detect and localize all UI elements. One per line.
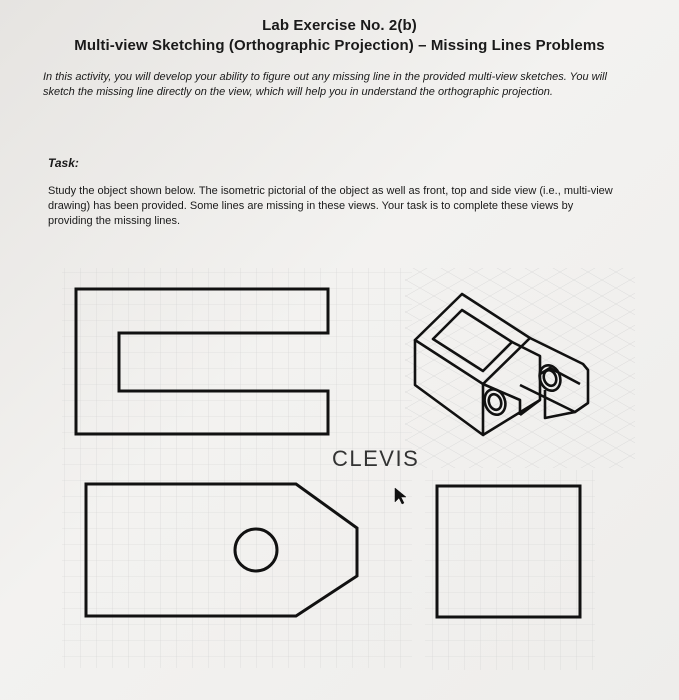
figure-caption: CLEVIS <box>332 446 420 471</box>
task-heading: Task: <box>48 156 79 170</box>
lab-title: Lab Exercise No. 2(b) <box>262 17 417 34</box>
task-instructions: Study the object shown below. The isometric pictorial of the object as well as front, top and side view (i.e., multi-view drawing) has been provided. Some lines are missing in these views. Your task is to complete these views by providing the missing lines. <box>48 185 613 227</box>
lab-subtitle: Multi-view Sketching (Orthographic Projection) – Missing Lines Problems <box>74 37 605 54</box>
intro-paragraph: In this activity, you will develop your ability to figure out any missing line in the provided multi-view sketches. You will sketch the missing line directly on the view, which will help you in understand the orthographic projection. <box>43 71 607 98</box>
side-grid <box>425 470 595 670</box>
isometric-grid <box>405 268 635 468</box>
